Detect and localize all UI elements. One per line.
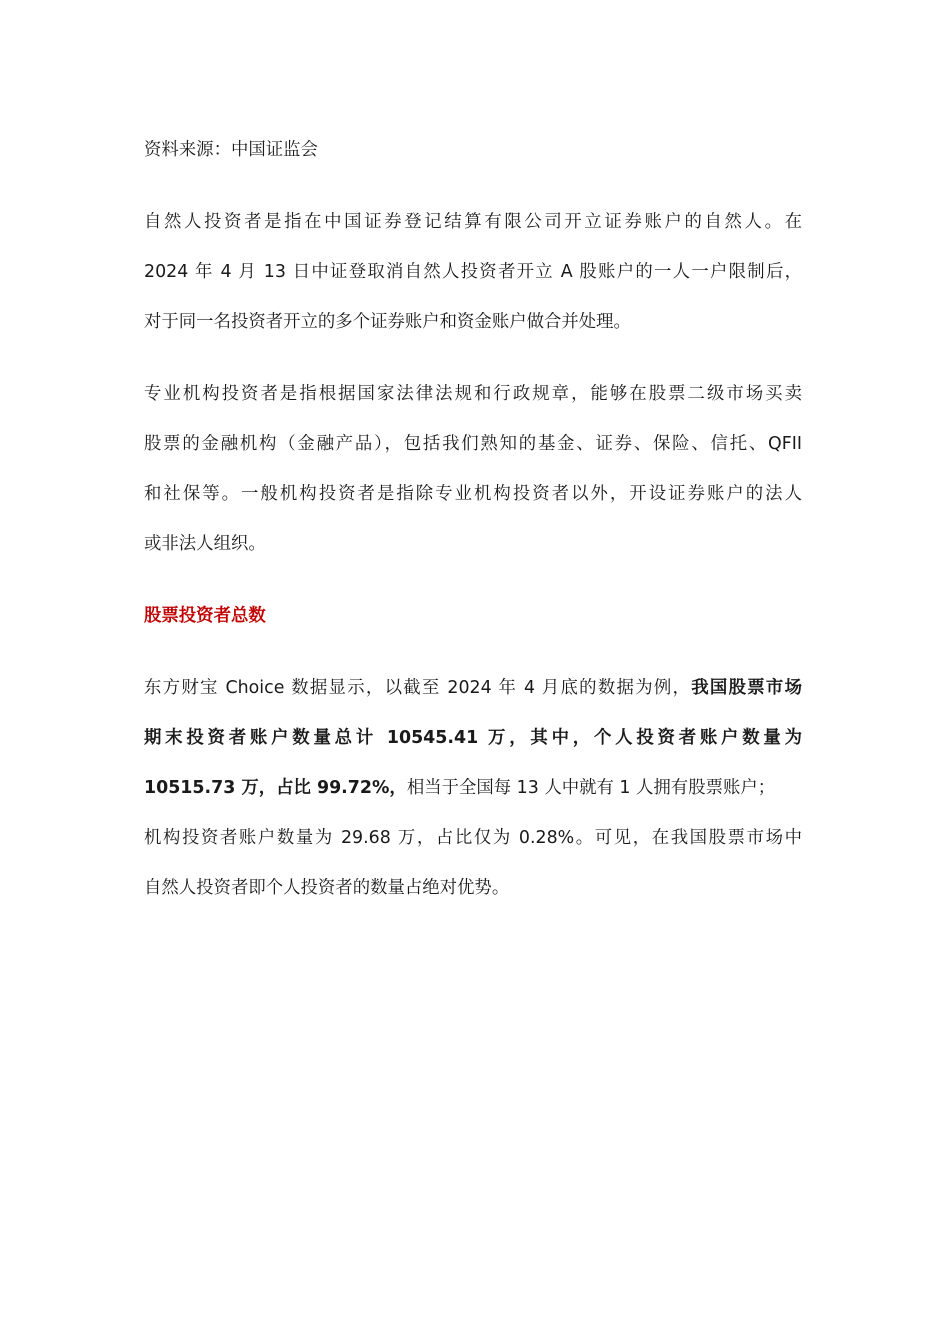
source-line: 资料来源：中国证监会 <box>144 140 318 160</box>
paragraph-line: 2024 年 4 月 13 日中证登取消自然人投资者开立 A 股账户的一人一户限制后， <box>144 262 802 282</box>
text-normal: 东方财宝 Choice 数据显示，以截至 2024 年 4 月底的数据为例， <box>144 678 692 698</box>
paragraph-line: 机构投资者账户数量为 29.68 万，占比仅为 0.28%。可见，在我国股票市场中 <box>144 828 802 848</box>
text-bold: 10515.73 万，占比 99.72%， <box>144 778 407 798</box>
paragraph-line: 和社保等。一般机构投资者是指除专业机构投资者以外，开设证券账户的法人 <box>144 484 802 504</box>
paragraph-line: 或非法人组织。 <box>144 534 266 554</box>
paragraph-line: 股票的金融机构（金融产品），包括我们熟知的基金、证券、保险、信托、QFII <box>144 434 802 454</box>
text-normal: 相当于全国每 13 人中就有 1 人拥有股票账户； <box>406 778 776 798</box>
paragraph-line <box>144 676 802 700</box>
paragraph-line: 自然人投资者是指在中国证券登记结算有限公司开立证券账户的自然人。在 <box>144 212 802 232</box>
text-bold: 我国股票市场 <box>691 678 802 698</box>
paragraph-line <box>144 776 775 800</box>
section-heading: 股票投资者总数 <box>144 606 266 626</box>
paragraph-line: 自然人投资者即个人投资者的数量占绝对优势。 <box>144 878 510 898</box>
paragraph-line: 专业机构投资者是指根据国家法律法规和行政规章，能够在股票二级市场买卖 <box>144 384 802 404</box>
paragraph-line-bold: 期末投资者账户数量总计 10545.41 万，其中，个人投资者账户数量为 <box>144 728 802 748</box>
paragraph-line: 对于同一名投资者开立的多个证券账户和资金账户做合并处理。 <box>144 312 631 332</box>
